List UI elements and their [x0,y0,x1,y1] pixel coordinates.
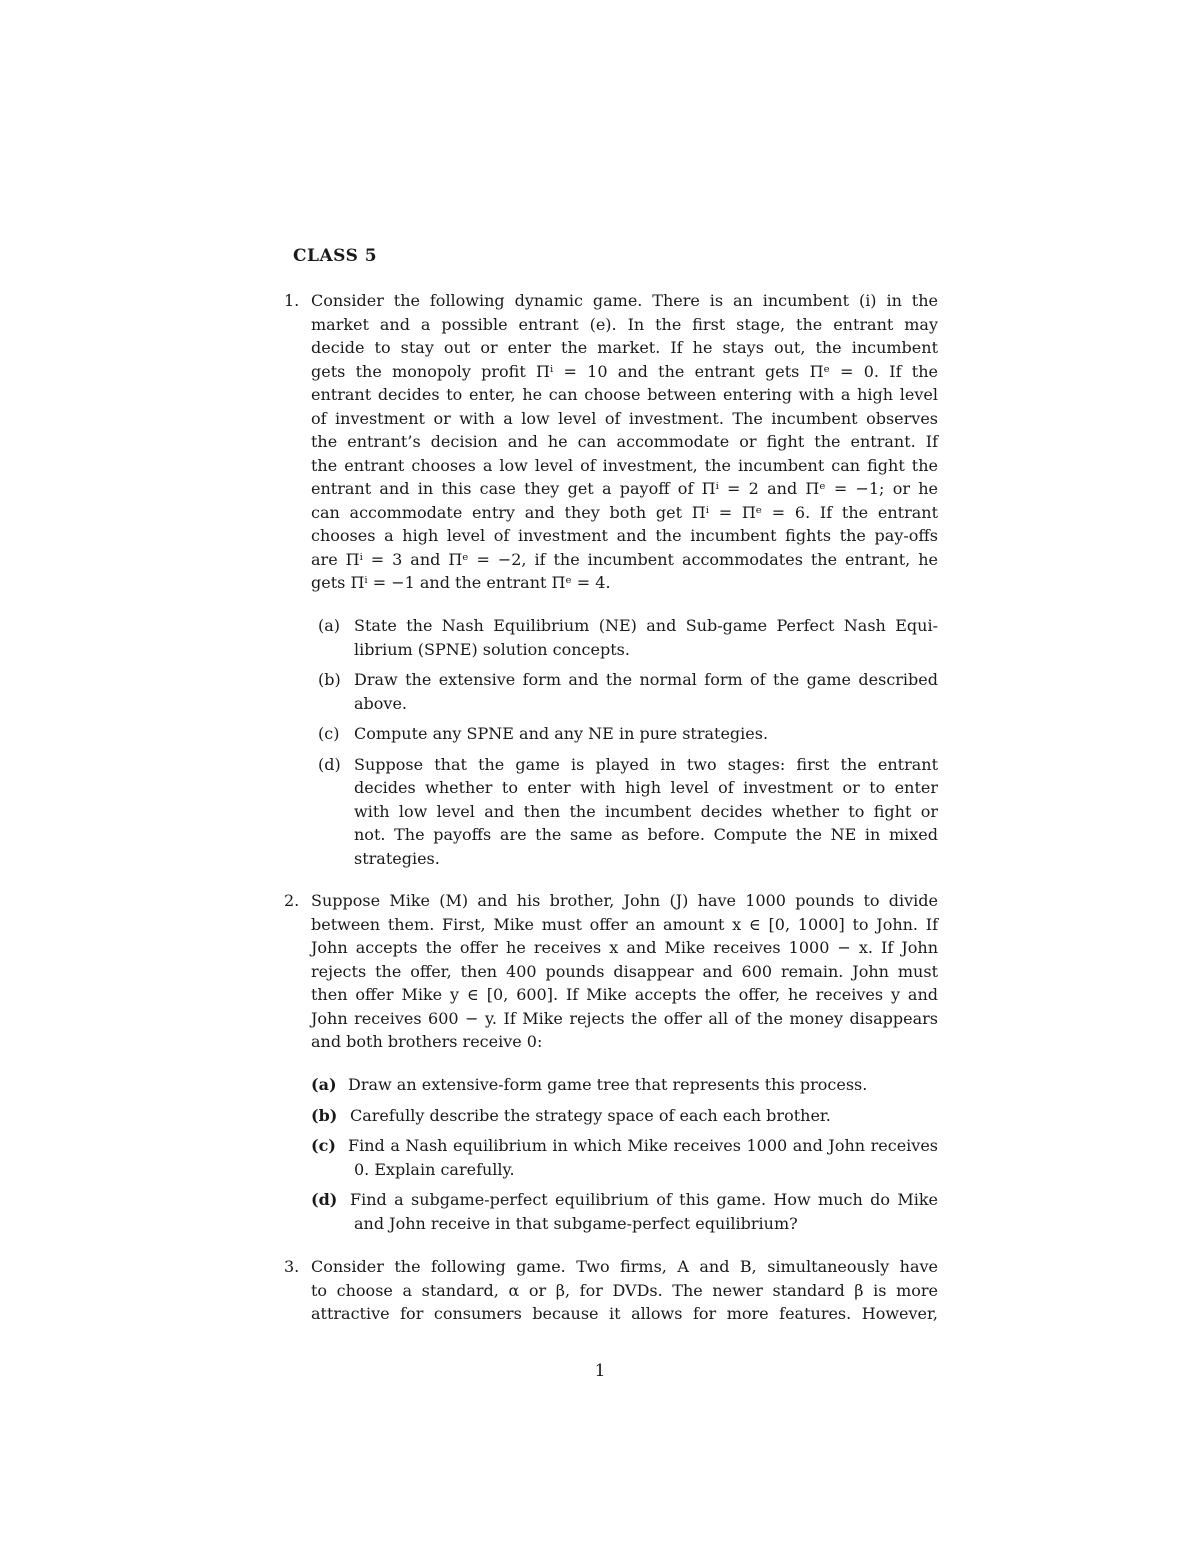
subquestion-c [310,722,938,746]
text-line: gets the monopoly profit Πⁱ = 10 and the entrant gets Πᵉ = 0. If the [311,361,938,381]
text-line: to choose a standard, α or β, for DVDs. The newer standard β is more [311,1280,938,1300]
text-line: the entrant’s decision and he can accommodate or fight the entrant. If [311,432,938,451]
text-line: decides whether to enter with high level of investment or to enter [354,778,938,797]
text-line: can accommodate entry and they both get Πⁱ = Πᵉ = 6. If the entrant [311,502,938,522]
subquestion-b [310,1104,938,1128]
text-line: rejects the offer, then 400 pounds disappear and 600 remain. John must [311,961,938,981]
text-line: State the Nash Equilibrium (NE) and Sub-game Perfect Nash Equi- [354,616,938,635]
text-line: John receives 600 − y. If Mike rejects the offer all of the money disappears [311,1008,938,1028]
text-line: of investment or with a low level of investment. The incumbent observes [311,408,938,428]
problem-number: 2. [284,891,300,910]
text-line: between them. First, Mike must offer an amount x ∈ [0, 1000] to John. If [311,914,938,934]
subquestion-b [310,668,938,715]
text-line: Compute any SPNE and any NE in pure strategies. [354,724,769,743]
problem-number: 1. [284,291,300,310]
subquestion-a [310,614,938,661]
subquestion-d [310,1188,938,1235]
subquestion-label: (b) [318,670,341,689]
text-line: Suppose Mike (M) and his brother, John (J) have 1000 pounds to divide [311,891,938,910]
problem-text [311,889,938,1054]
text-line: then offer Mike y ∈ [0, 600]. If Mike accepts the offer, he receives y and [311,985,938,1004]
text-line: John accepts the offer he receives x and Mike receives 1000 − x. If John [311,938,938,957]
text-line: Find a Nash equilibrium in which Mike receives 1000 and John receives [348,1136,938,1155]
problem-text [311,1255,938,1326]
subquestion-label: (c) [318,724,340,743]
subquestion-c [310,1134,938,1181]
text-line: the entrant chooses a low level of investment, the incumbent can fight the [311,455,938,475]
subquestion-a [310,1073,938,1097]
text-line: and both brothers receive 0: [311,1032,543,1051]
text-line: decide to stay out or enter the market. If he stays out, the incumbent [311,338,938,357]
subquestion-label: (b) [311,1105,338,1125]
page-title: CLASS 5 [293,246,378,266]
problem-1-subquestions [310,614,938,870]
text-line: with low level and then the incumbent decides whether to fight or [354,801,938,821]
text-line: attractive for consumers because it allows for more features. However, [311,1304,938,1323]
text-line: Find a subgame-perfect equilibrium of this game. How much do Mike [350,1190,938,1209]
problem-3 [284,1255,938,1326]
text-line: entrant and in this case they get a payoff of Πⁱ = 2 and Πᵉ = −1; or he [311,479,938,498]
text-line: Consider the following game. Two firms, A and B, simultaneously have [311,1257,938,1276]
text-line: are Πⁱ = 3 and Πᵉ = −2, if the incumbent accommodates the entrant, he [311,549,938,569]
text-line: chooses a high level of investment and the incumbent fights the pay-offs [311,526,938,545]
text-line: librium (SPNE) solution concepts. [354,639,630,659]
subquestion-label: (c) [311,1136,336,1155]
problem-2-subquestions [310,1073,938,1235]
text-line: gets Πⁱ = −1 and the entrant Πᵉ = 4. [311,573,611,592]
text-line: above. [354,693,408,713]
subquestion-label: (a) [311,1075,337,1094]
text-line: entrant decides to enter, he can choose between entering with a high level [311,385,938,404]
text-line: Draw the extensive form and the normal form of the game described [354,670,938,689]
text-line: Carefully describe the strategy space of each each brother. [350,1105,831,1125]
text-line: 0. Explain carefully. [354,1159,515,1179]
subquestion-label: (d) [311,1190,338,1209]
page-number: 1 [594,1361,606,1381]
problem-number: 3. [284,1257,300,1276]
problem-text [311,289,938,595]
text-line: market and a possible entrant (e). In the first stage, the entrant may [311,314,938,334]
text-line: and John receive in that subgame-perfect equilibrium? [354,1213,798,1233]
problem-2 [284,889,938,1054]
subquestion-label: (d) [318,754,341,774]
text-line: Consider the following dynamic game. There is an incumbent (i) in the [311,291,938,310]
text-line: Suppose that the game is played in two stages: first the entrant [354,754,938,774]
text-line: Draw an extensive-form game tree that represents this process. [348,1075,868,1094]
text-line: strategies. [354,848,440,868]
problem-1 [284,289,938,595]
text-line: not. The payoffs are the same as before. Compute the NE in mixed [354,825,938,844]
subquestion-label: (a) [318,616,341,635]
subquestion-d [310,753,938,871]
